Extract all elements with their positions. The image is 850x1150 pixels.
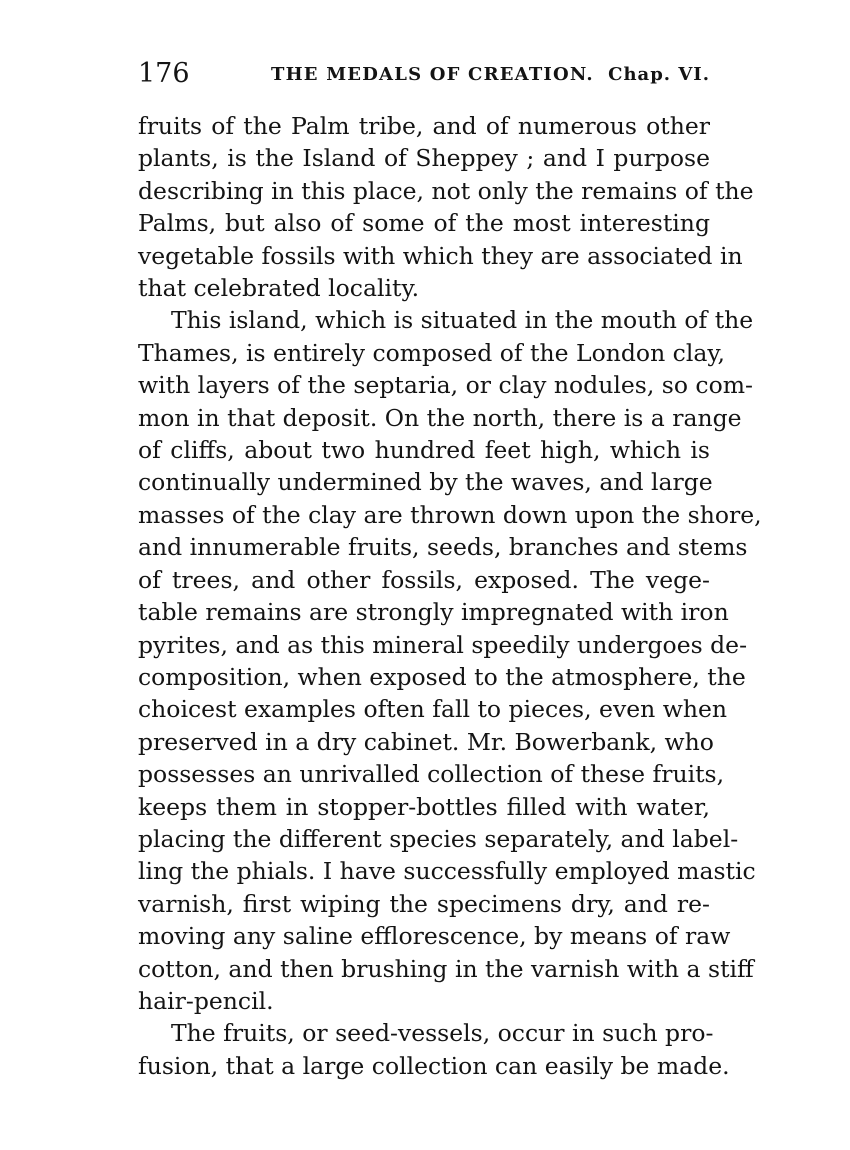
text-line: fusion, that a large collection can easily be made. [138,1051,730,1080]
text-line: table remains are strongly impregnated with iron [138,598,729,627]
text-line: Thames, is entirely composed of the London clay, [138,338,725,367]
text-line: The fruits, or seed-vessels, occur in such pro- [171,1019,714,1048]
text-line: Palms, but also of some of the most interesting [138,209,710,238]
text-line: composition, when exposed to the atmosphere, the [138,662,746,691]
text-line: describing in this place, not only the remains of the [138,176,754,205]
text-line: cotton, and then brushing in the varnish with a stiff [138,954,754,983]
text-line: ling the phials. I have successfully employed mastic [138,857,756,886]
paragraph-3 [138,1017,730,1082]
text-line: that celebrated locality. [138,274,420,303]
text-line: and innumerable fruits, seeds, branches and stems [138,533,748,562]
text-line: hair-pencil. [138,986,274,1015]
text-line: preserved in a dry cabinet. Mr. Bowerbank, who [138,727,714,756]
text-line: varnish, first wiping the specimens dry, and re- [138,889,710,918]
text-line: fruits of the Palm tribe, and of numerous other [138,112,710,140]
running-header [138,56,710,96]
text-line: possesses an unrivalled collection of these fruits, [138,760,725,789]
text-line: plants, is the Island of Sheppey ; and I purpose [138,144,710,173]
text-line: masses of the clay are thrown down upon the shore, [138,500,762,529]
text-line: choicest examples often fall to pieces, even when [138,695,728,724]
paragraph-1 [138,110,754,304]
text-line: continually undermined by the waves, and large [138,468,713,497]
text-line: keeps them in stopper-bottles filled with water, [138,792,710,821]
running-title: THE MEDALS OF CREATION. [271,64,594,85]
paragraph-2 [138,304,762,1017]
text-line: This island, which is situated in the mouth of the [171,306,754,335]
page-number: 176 [138,58,190,89]
chapter-label: Chap. VI. [608,64,710,85]
text-line: of cliffs, about two hundred feet high, which is [138,436,710,465]
text-line: vegetable fossils with which they are associated in [138,241,743,270]
text-line: pyrites, and as this mineral speedily undergoes de- [138,630,748,659]
text-line: of trees, and other fossils, exposed. The vege- [138,565,710,594]
text-line: moving any saline efflorescence, by means of raw [138,922,731,951]
text-line: placing the different species separately, and label- [138,824,739,853]
body-text [138,110,762,1082]
text-line: with layers of the septaria, or clay nodules, so com- [138,371,753,400]
text-line: mon in that deposit. On the north, there is a range [138,403,742,432]
